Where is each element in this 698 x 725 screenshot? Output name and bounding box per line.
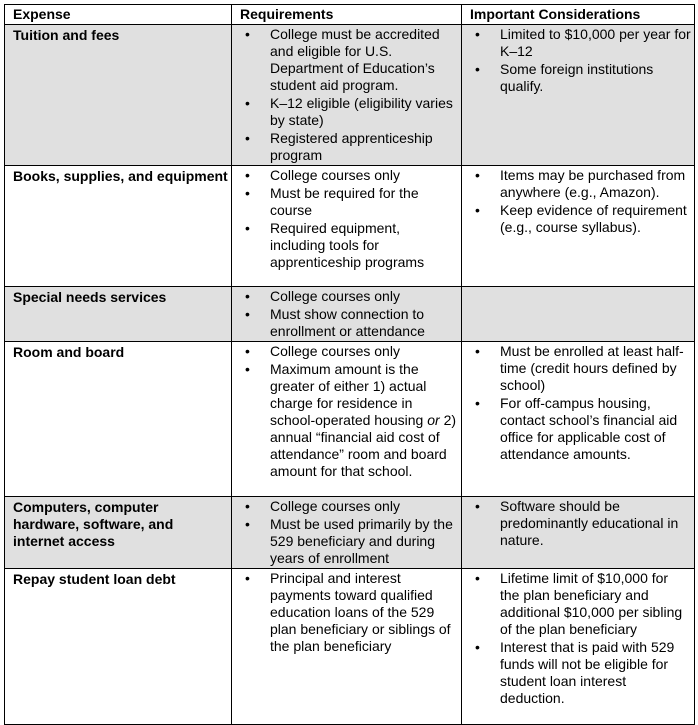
list-item: • Software should be predominantly educational in nature. [470, 498, 691, 549]
requirements-list [240, 570, 458, 655]
considerations-cell [462, 166, 695, 287]
list-item: • Interest that is paid with 529 funds will not be eligible for student loan interest deduction. [470, 639, 691, 707]
requirements-list [240, 167, 458, 271]
considerations-list [470, 498, 691, 549]
list-item: • Some foreign institutions qualify. [470, 61, 691, 95]
expense-cell: Computers, computer hardware, software, and internet access [5, 497, 232, 569]
considerations-cell [462, 25, 695, 166]
requirements-list [240, 498, 458, 567]
list-item: • Must be used primarily by the 529 beneficiary and during years of enrollment [240, 516, 458, 567]
table-row [5, 166, 695, 287]
list-item: • Must show connection to enrollment or attendance [240, 306, 458, 340]
requirements-cell [232, 287, 462, 342]
expense-cell: Repay student loan debt [5, 569, 232, 725]
considerations-list [470, 26, 691, 95]
table-row [5, 25, 695, 166]
list-item: • For off-campus housing, contact school’s financial aid office for applicable cost of attendance amounts. [470, 395, 691, 463]
table-row [5, 342, 695, 497]
considerations-cell [462, 497, 695, 569]
header-expense: Expense [5, 5, 232, 25]
expense-cell: Special needs services [5, 287, 232, 342]
list-item: • College courses only [240, 343, 458, 360]
table-row [5, 497, 695, 569]
list-item: • Keep evidence of requirement (e.g., course syllabus). [470, 202, 691, 236]
expense-cell: Books, supplies, and equipment [5, 166, 232, 287]
list-item: • Items may be purchased from anywhere (e.g., Amazon). [470, 167, 691, 201]
expense-cell: Room and board [5, 342, 232, 497]
requirements-list [240, 343, 458, 480]
list-item: • Must be enrolled at least half-time (credit hours defined by school) [470, 343, 691, 394]
list-item: • Principal and interest payments toward qualified education loans of the 529 plan beneficiary or siblings of the plan beneficiary [240, 570, 458, 655]
table-row [5, 569, 695, 725]
considerations-cell [462, 342, 695, 497]
requirements-cell [232, 166, 462, 287]
requirements-list [240, 288, 458, 340]
requirements-cell [232, 497, 462, 569]
requirements-cell [232, 569, 462, 725]
list-item: • K–12 eligible (eligibility varies by state) [240, 95, 458, 129]
considerations-list [470, 167, 691, 236]
text-segment: Maximum amount is the greater of either 1) actual charge for residence in school-operated housing [270, 361, 428, 428]
considerations-list [470, 343, 691, 463]
considerations-cell [462, 569, 695, 725]
list-item [240, 361, 458, 480]
text-segment: 2) annual “financial aid cost of attendance” room and board amount for that school. [270, 412, 457, 479]
expense-cell: Tuition and fees [5, 25, 232, 166]
requirements-cell [232, 25, 462, 166]
list-item: • Limited to $10,000 per year for K–12 [470, 26, 691, 60]
list-item: • College must be accredited and eligible for U.S. Department of Education’s student aid program. [240, 26, 458, 94]
header-row [5, 5, 695, 25]
header-requirements: Requirements [232, 5, 462, 25]
list-item: • Lifetime limit of $10,000 for the plan beneficiary and additional $10,000 per sibling of the plan beneficiary [470, 570, 691, 638]
requirements-list [240, 26, 458, 164]
table-row [5, 287, 695, 342]
requirements-cell [232, 342, 462, 497]
list-item: • College courses only [240, 498, 458, 515]
considerations-list [470, 570, 691, 707]
list-item: • Registered apprenticeship program [240, 130, 458, 164]
list-item: • College courses only [240, 167, 458, 184]
list-item: • Must be required for the course [240, 185, 458, 219]
considerations-cell-empty [462, 287, 695, 342]
list-item: • Required equipment, including tools for apprenticeship programs [240, 220, 458, 271]
emphasis-text: or [427, 412, 440, 428]
expense-table [4, 4, 695, 725]
list-item: • College courses only [240, 288, 458, 305]
header-considerations: Important Considerations [462, 5, 695, 25]
